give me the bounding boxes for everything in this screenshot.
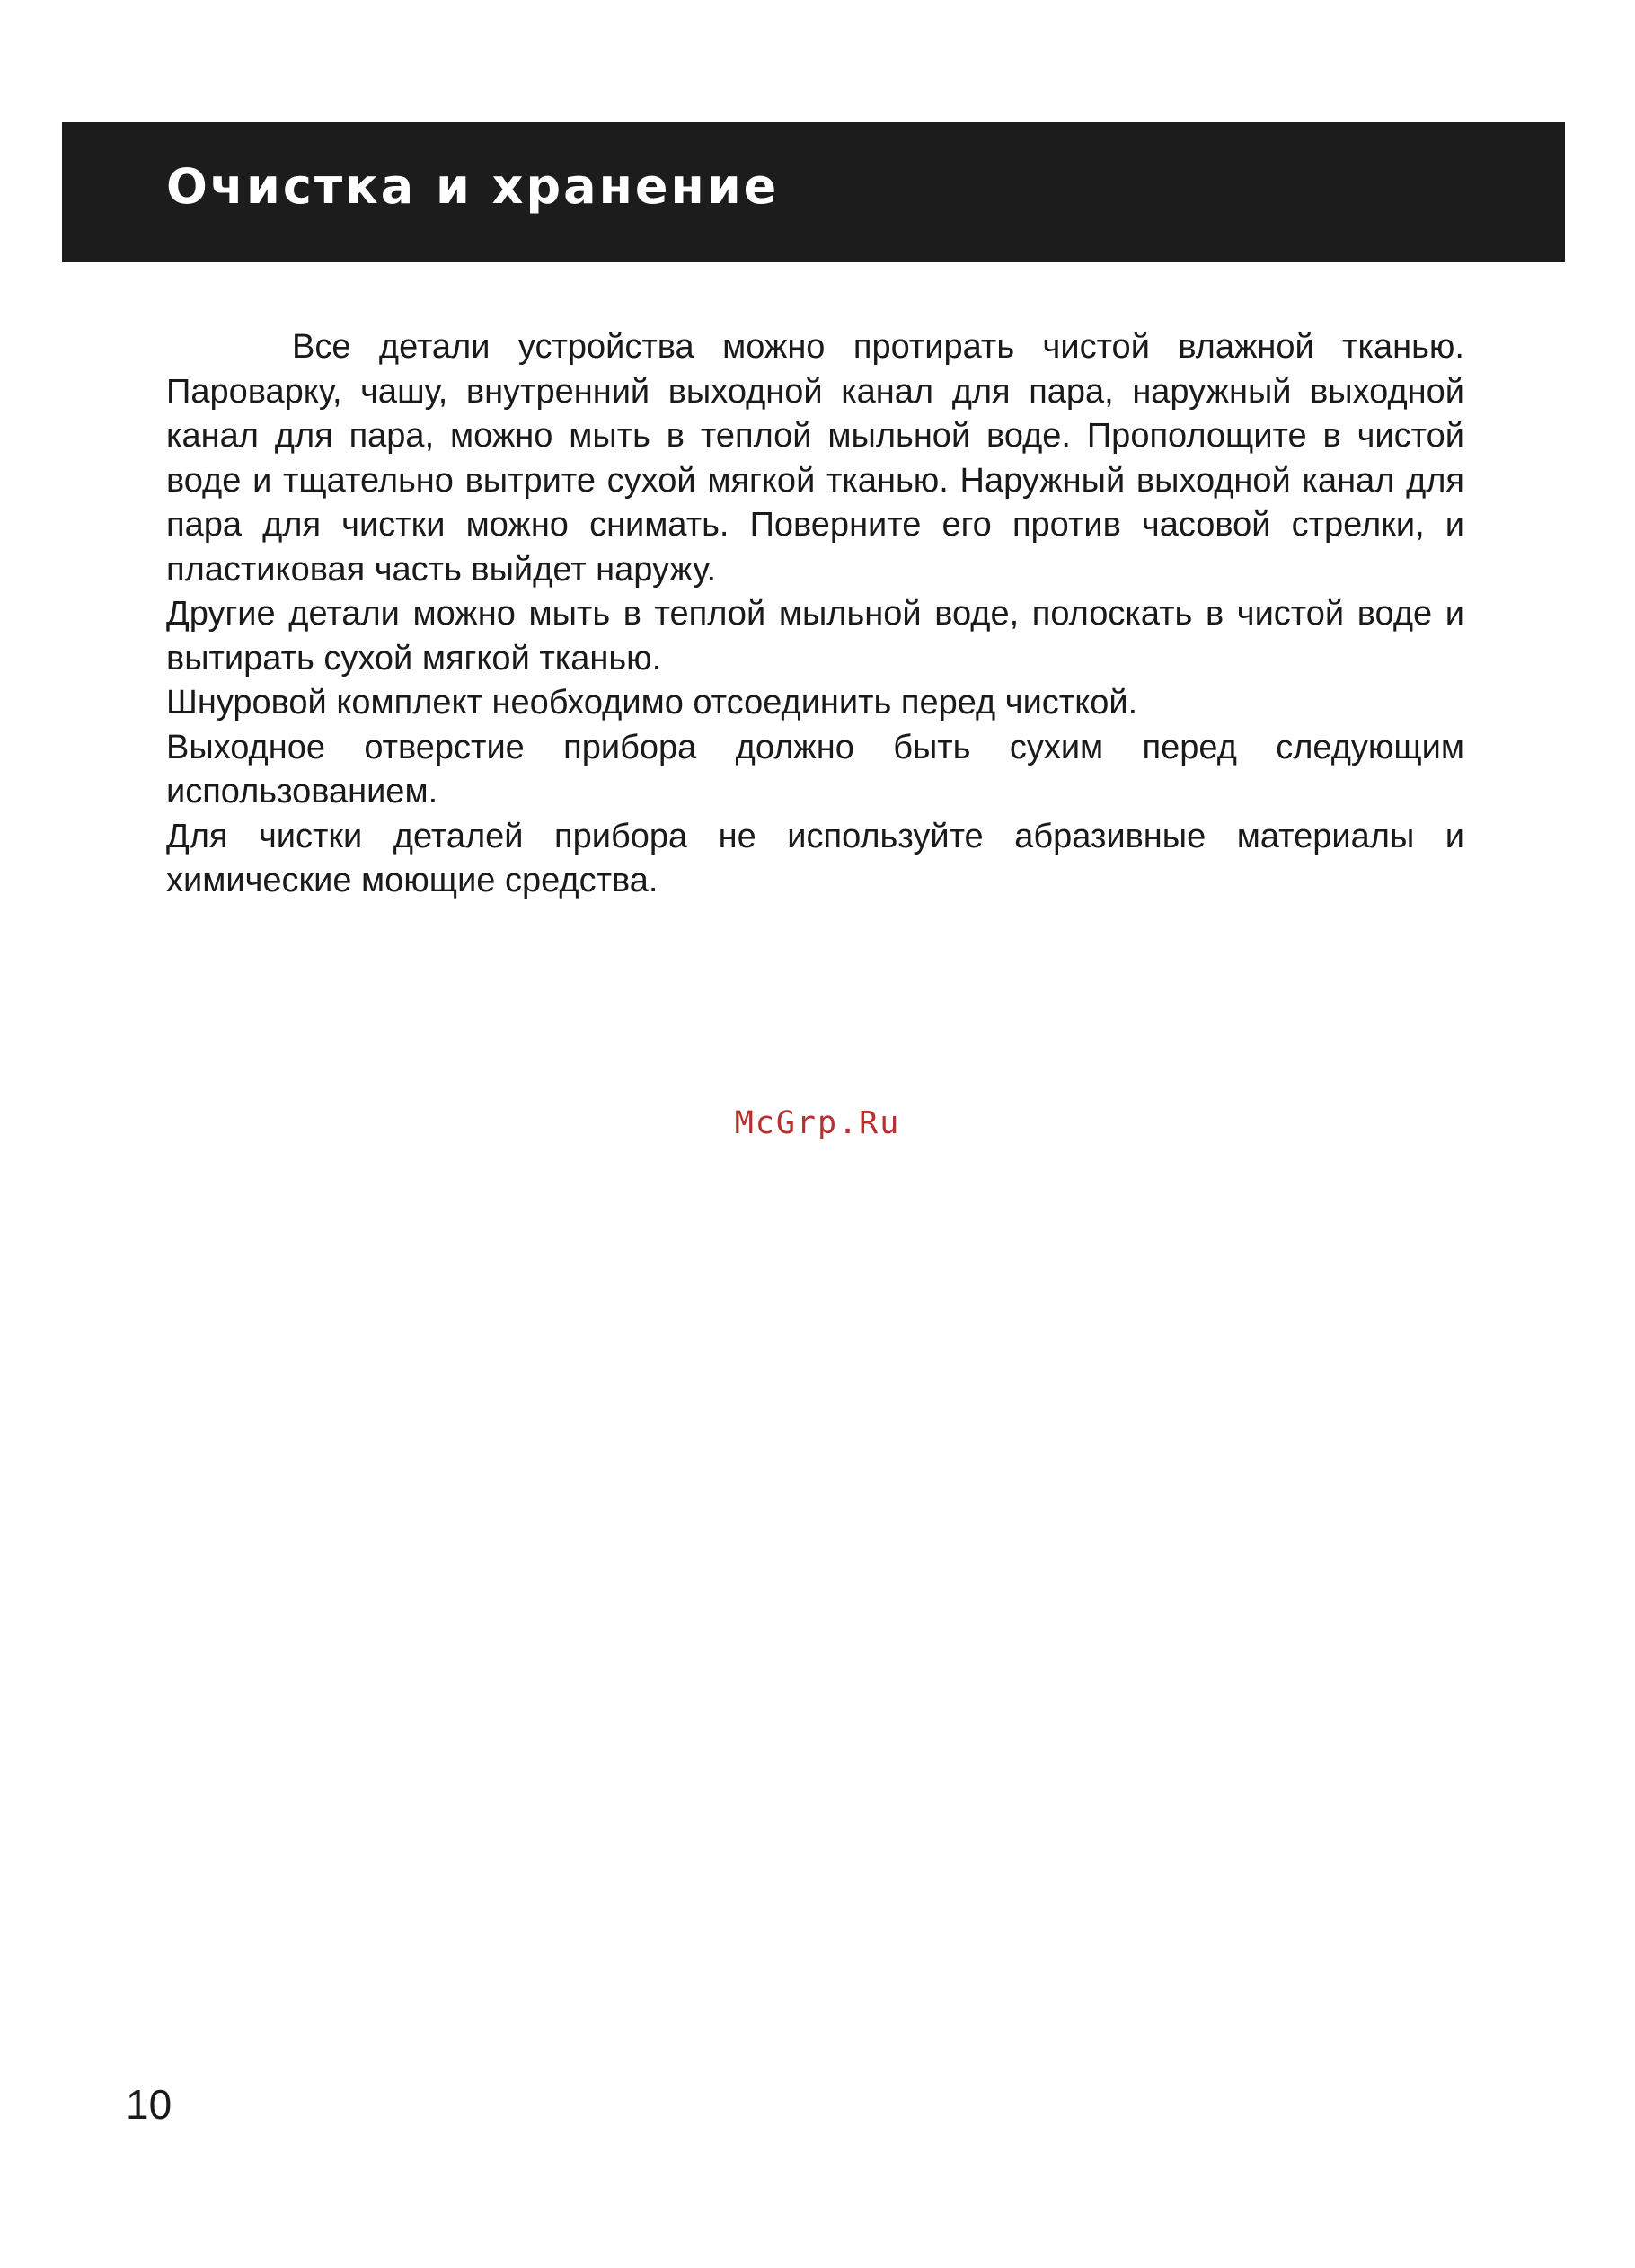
paragraph-cord-set: Шнуровой комплект необходимо отсоединить перед чисткой. (166, 684, 1138, 722)
instructions-text (166, 325, 1464, 904)
paragraph-outlet-dry: Выходное отверстие прибора должно быть сухим перед следующим использованием. (166, 728, 1464, 811)
section-title: Очистка и хранение (166, 158, 780, 215)
paragraph-no-abrasives: Для чистки деталей прибора не используйте абразивные материалы и химические моющие средства. (166, 817, 1464, 899)
section-header-bar (62, 122, 1565, 262)
page-number: 10 (126, 2081, 172, 2128)
paragraph-other-parts: Другие детали можно мыть в теплой мыльной воде, полоскать в чистой воде и вытирать сухой мягкой тканью. (166, 595, 1464, 678)
paragraph-cleaning-parts: Все детали устройства можно протирать чистой влажной тканью. Пароварку, чашу, внутренний выходной канал для пара, наружный выходной канал для пара, можно мыть в теплой мыльной воде. Прополощите в чистой воде и тщательно вытрите сухой мягкой тканью. Наружный выходной канал для пара для чистки можно снимать. Поверните его против часовой стрелки, и пластиковая часть выйдет наружу. (166, 328, 1464, 589)
watermark: McGrp.Ru (734, 1105, 901, 1141)
